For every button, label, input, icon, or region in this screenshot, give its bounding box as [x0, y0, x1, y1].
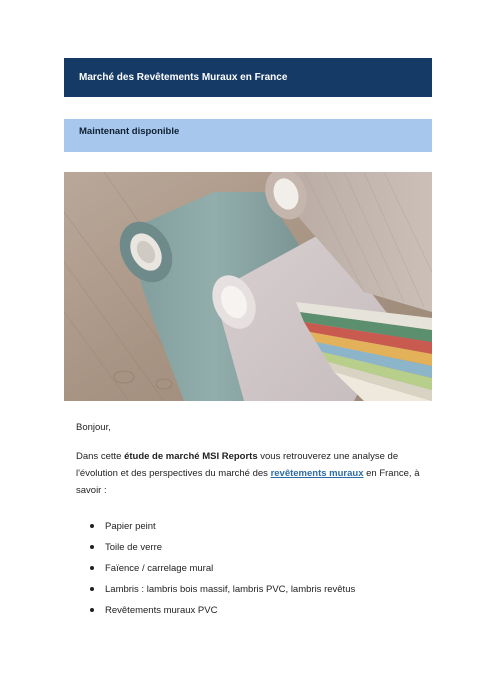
bullet-icon	[90, 524, 94, 528]
title-banner	[64, 58, 432, 97]
segments-list	[76, 516, 355, 621]
bullet-icon	[90, 566, 94, 570]
list-item-label: Faïence / carrelage mural	[105, 563, 214, 574]
list-item	[76, 516, 355, 537]
list-item-label: Toile de verre	[105, 542, 163, 553]
bullet-icon	[90, 587, 94, 591]
page-title: Marché des Revêtements Muraux en France	[79, 72, 288, 83]
list-item	[76, 537, 355, 558]
intro-suffix: en France, à savoir :	[76, 468, 420, 496]
bullet-icon	[90, 545, 94, 549]
list-item-label: Revêtements muraux PVC	[105, 605, 218, 616]
list-item-label: Lambris : lambris bois massif, lambris PVC, lambris revêtus	[105, 584, 356, 595]
list-item	[76, 600, 355, 621]
intro-study-name: étude de marché MSI Reports	[124, 451, 258, 462]
intro-prefix: Dans cette	[76, 451, 125, 462]
availability-banner	[64, 119, 432, 152]
hero-image-wallpaper-rolls	[64, 172, 432, 401]
wall-coverings-link[interactable]: revêtements muraux	[270, 468, 364, 479]
list-item-label: Papier peint	[105, 521, 156, 532]
greeting: Bonjour,	[76, 422, 111, 433]
bullet-icon	[90, 608, 94, 612]
intro-middle: vous retrouverez une analyse de l'évolution et des perspectives du marché des	[76, 451, 399, 479]
availability-label: Maintenant disponible	[79, 126, 180, 137]
list-item	[76, 579, 355, 600]
intro-paragraph	[76, 448, 426, 499]
list-item	[76, 558, 355, 579]
